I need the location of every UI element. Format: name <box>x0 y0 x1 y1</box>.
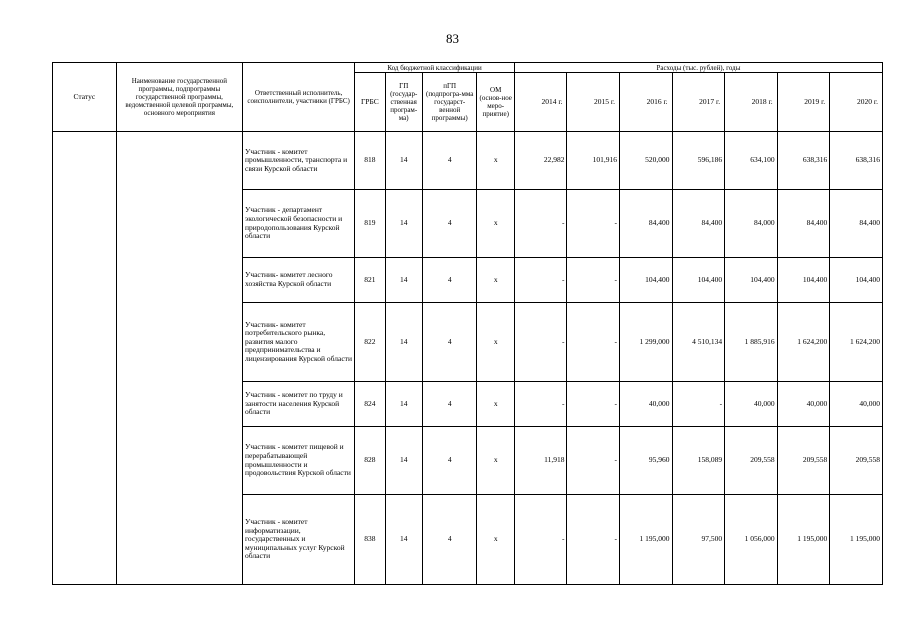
value-2014: - <box>514 258 567 303</box>
value-2014: - <box>514 382 567 427</box>
pgp-cell: 4 <box>422 303 477 382</box>
budget-table <box>52 62 883 585</box>
gp-cell: 14 <box>385 427 422 495</box>
page-number: 83 <box>446 31 459 46</box>
executor-cell: Участник - комитет по труду и занятости населения Курской области <box>243 382 355 427</box>
executor-cell: Участник- комитет лесного хозяйства Курской области <box>243 258 355 303</box>
value-2020: 104,400 <box>830 258 883 303</box>
executor-header: Ответственный исполнитель, соисполнители, участники (ГРБС) <box>243 63 355 132</box>
value-2018: 104,400 <box>725 258 778 303</box>
grbs-cell: 838 <box>355 495 385 585</box>
value-2019: 209,558 <box>777 427 830 495</box>
value-2016: 520,000 <box>620 132 673 190</box>
value-2015: - <box>567 495 620 585</box>
value-2015: - <box>567 303 620 382</box>
value-2014: - <box>514 495 567 585</box>
value-2019: 104,400 <box>777 258 830 303</box>
status-header: Статус <box>53 63 117 132</box>
value-2014: - <box>514 190 567 258</box>
value-2015: - <box>567 190 620 258</box>
value-2016: 1 195,000 <box>620 495 673 585</box>
value-2014: - <box>514 303 567 382</box>
pgp-cell: 4 <box>422 495 477 585</box>
value-2019: 84,400 <box>777 190 830 258</box>
program-name-cell <box>116 132 242 585</box>
pgp-cell: 4 <box>422 382 477 427</box>
pgp-cell: 4 <box>422 427 477 495</box>
year-header-2020: 2020 г. <box>830 73 883 132</box>
value-2017: - <box>672 382 725 427</box>
value-2016: 84,400 <box>620 190 673 258</box>
executor-cell: Участник - департамент экологической безопасности и природопользования Курской области <box>243 190 355 258</box>
gp-cell: 14 <box>385 303 422 382</box>
value-2017: 4 510,134 <box>672 303 725 382</box>
grbs-cell: 819 <box>355 190 385 258</box>
year-header-2014: 2014 г. <box>514 73 567 132</box>
year-header-2015: 2015 г. <box>567 73 620 132</box>
value-2018: 1 885,916 <box>725 303 778 382</box>
grbs-cell: 824 <box>355 382 385 427</box>
value-2020: 84,400 <box>830 190 883 258</box>
executor-cell: Участник - комитет информатизации, государственных и муниципальных услуг Курской области <box>243 495 355 585</box>
year-header-2016: 2016 г. <box>620 73 673 132</box>
value-2016: 104,400 <box>620 258 673 303</box>
year-header-2019: 2019 г. <box>777 73 830 132</box>
gp-cell: 14 <box>385 382 422 427</box>
grbs-cell: 828 <box>355 427 385 495</box>
value-2016: 95,960 <box>620 427 673 495</box>
value-2017: 84,400 <box>672 190 725 258</box>
value-2019: 638,316 <box>777 132 830 190</box>
value-2018: 634,100 <box>725 132 778 190</box>
gp-cell: 14 <box>385 190 422 258</box>
table-row <box>53 132 883 190</box>
value-2018: 84,000 <box>725 190 778 258</box>
value-2014: 11,918 <box>514 427 567 495</box>
executor-cell: Участник - комитет промышленности, транспорта и связи Курской области <box>243 132 355 190</box>
value-2017: 158,089 <box>672 427 725 495</box>
value-2016: 1 299,000 <box>620 303 673 382</box>
gp-cell: 14 <box>385 258 422 303</box>
value-2020: 638,316 <box>830 132 883 190</box>
value-2015: - <box>567 258 620 303</box>
expenses-header: Расходы (тыс. рублей), годы <box>514 63 882 73</box>
grbs-cell: 822 <box>355 303 385 382</box>
value-2020: 209,558 <box>830 427 883 495</box>
om-cell: x <box>477 382 514 427</box>
value-2019: 1 624,200 <box>777 303 830 382</box>
om-cell: x <box>477 427 514 495</box>
budget-code-header: Код бюджетной классификации <box>355 63 515 73</box>
year-header-2018: 2018 г. <box>725 73 778 132</box>
status-cell <box>53 132 117 585</box>
value-2018: 1 056,000 <box>725 495 778 585</box>
grbs-cell: 821 <box>355 258 385 303</box>
om-header: ОМ (основ-ное меро-приятие) <box>477 73 514 132</box>
grbs-cell: 818 <box>355 132 385 190</box>
value-2019: 40,000 <box>777 382 830 427</box>
value-2018: 209,558 <box>725 427 778 495</box>
name-header: Наименование государственной программы, подпрограммы государственной программы, ведомственной целевой программы, основного мероприятия <box>116 63 242 132</box>
value-2020: 1 195,000 <box>830 495 883 585</box>
value-2019: 1 195,000 <box>777 495 830 585</box>
value-2018: 40,000 <box>725 382 778 427</box>
pgp-header: пГП (подпрогра-мма государст-венной программы) <box>422 73 477 132</box>
value-2014: 22,982 <box>514 132 567 190</box>
value-2016: 40,000 <box>620 382 673 427</box>
grbs-header: ГРБС <box>355 73 385 132</box>
pgp-cell: 4 <box>422 132 477 190</box>
value-2015: - <box>567 427 620 495</box>
pgp-cell: 4 <box>422 190 477 258</box>
om-cell: x <box>477 303 514 382</box>
value-2015: - <box>567 382 620 427</box>
value-2020: 1 624,200 <box>830 303 883 382</box>
om-cell: x <box>477 258 514 303</box>
om-cell: x <box>477 132 514 190</box>
executor-cell: Участник- комитет потребительского рынка, развития малого предпринимательства и лицензирования Курской области <box>243 303 355 382</box>
gp-cell: 14 <box>385 132 422 190</box>
pgp-cell: 4 <box>422 258 477 303</box>
year-header-2017: 2017 г. <box>672 73 725 132</box>
om-cell: x <box>477 495 514 585</box>
value-2020: 40,000 <box>830 382 883 427</box>
value-2017: 104,400 <box>672 258 725 303</box>
gp-header: ГП (государ-ственная програм-ма) <box>385 73 422 132</box>
value-2015: 101,916 <box>567 132 620 190</box>
value-2017: 97,500 <box>672 495 725 585</box>
executor-cell: Участник - комитет пищевой и перерабатывающей промышленности и продовольствия Курской области <box>243 427 355 495</box>
gp-cell: 14 <box>385 495 422 585</box>
value-2017: 596,186 <box>672 132 725 190</box>
om-cell: x <box>477 190 514 258</box>
